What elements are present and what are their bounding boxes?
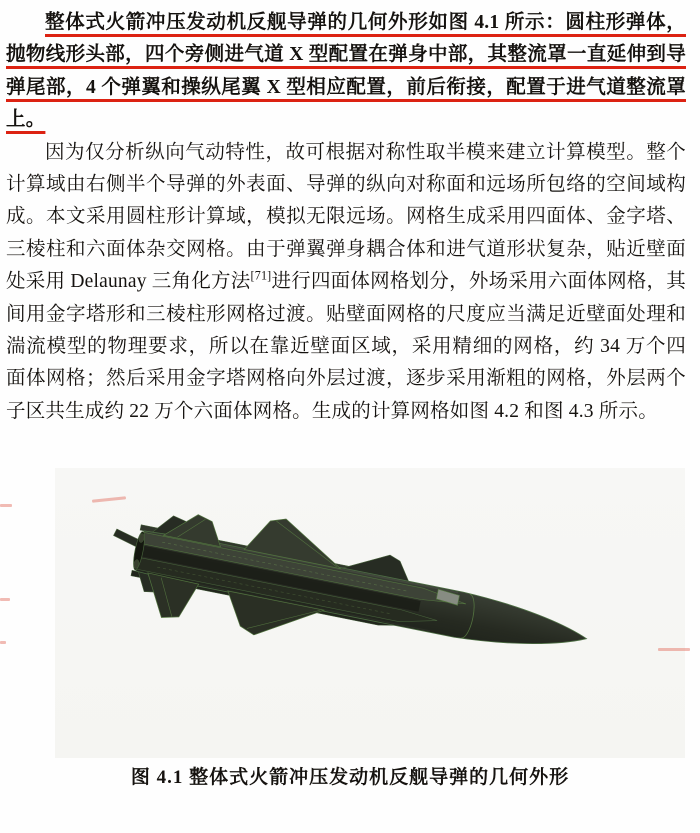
- paragraph-mesh-generation: [6, 137, 686, 429]
- paragraph-missile-geometry: 整体式火箭冲压发动机反舰导弹的几何外形如图 4.1 所示：圆柱形弹体，抛物线形头部，四个旁侧进气道 X 型配置在弹身中部，其整流罩一直延伸到导弹尾部，4 个弹翼和操纵尾翼 X 型相应配置，前后衔接，配置于进气道整流罩上。: [6, 12, 686, 131]
- missile-3d-render-image: [85, 488, 645, 740]
- citation-reference-71: [71]: [250, 268, 272, 283]
- paragraph-mesh-text-after-citation: 进行四面体网格划分，外场采用六面体网格，其间用金字塔形和三棱柱形网格过渡。贴壁面网格的尺度应当满足近壁面处理和湍流模型的物理要求，所以在靠近壁面区域，采用精细的网格，约 34 万个四面体网格；然后采用金字塔网格向外层过渡，逐步采用渐粗的网格，外层两个子区共生成约 22 万个六面体网格。生成的计算网格如图 4.2 和图 4.3 所示。: [6, 271, 686, 422]
- scan-artifact: [0, 641, 6, 644]
- scan-artifact: [0, 504, 12, 507]
- paragraph-mesh-text-before-citation: 因为仅分析纵向气动特性，故可根据对称性取半模来建立计算模型。整个计算域由右侧半个导弹的外表面、导弹的纵向对称面和远场所包络的空间域构成。本文采用圆柱形计算域，模拟无限远场。网格生成采用四面体、金字塔、三棱柱和六面体杂交网格。由于弹翼弹身耦合体和进气道形状复杂，贴近壁面处采用 Delaunay 三角化方法: [6, 141, 686, 293]
- scan-artifact: [0, 598, 10, 601]
- scan-artifact: [658, 648, 690, 651]
- figure-caption: 图 4.1 整体式火箭冲压发动机反舰导弹的几何外形: [130, 767, 570, 788]
- body-text: [6, 7, 686, 428]
